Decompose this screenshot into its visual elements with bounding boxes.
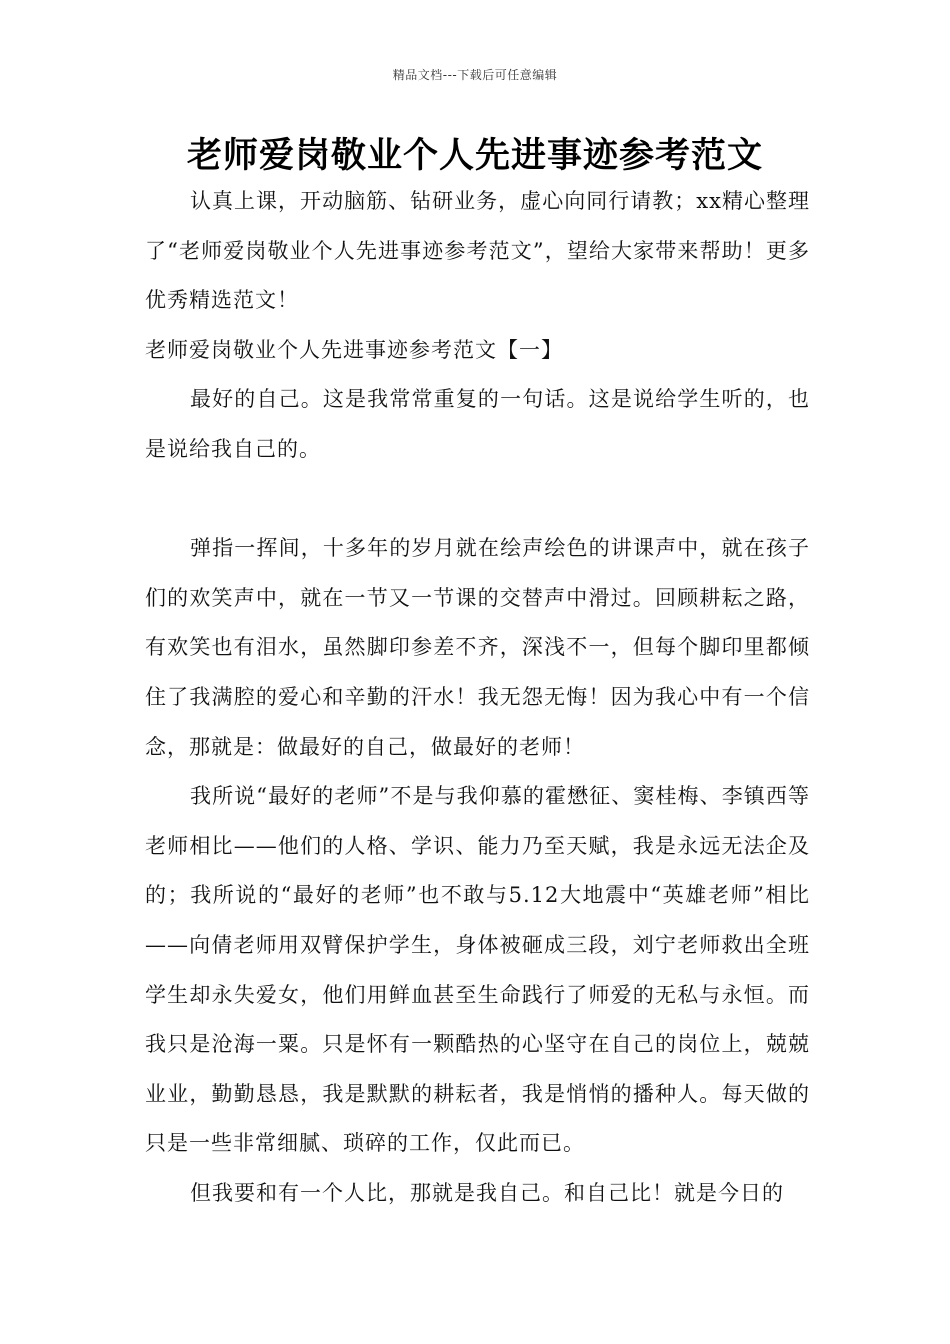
section-heading: 老师爱岗敬业个人先进事迹参考范文【一】 [145,337,563,362]
document-title: 老师爱岗敬业个人先进事迹参考范文 [186,136,763,176]
body-paragraph-1: 最好的自己。这是我常常重复的一句话。这是说给学生听的，也是说给我自己的。 [145,387,810,461]
body-paragraph-3: 我所说“最好的老师”不是与我仰慕的霍懋征、窦桂梅、李镇西等老师相比——他们的人格、学识、能力乃至天赋，我是永远无法企及的；我所说的“最好的老师”也不敢与5.12大地震中“英雄老师”相比——向倩老师用双臂保护学生，身体被砸成三段，刘宁老师救出全班学生却永失爱女，他们用鲜血甚至生命践行了师爱的无私与永恒。而我只是沧海一粟。只是怀有一颗酷热的心坚守在自己的岗位上，兢兢业业，勤勤恳恳，我是默默的耕耘者，我是悄悄的播种人。每天做的只是一些非常细腻、琐碎的工作，仅此而已。 [145,784,810,1156]
document-body [145,177,810,1218]
body-paragraph-2: 弹指一挥间，十多年的岁月就在绘声绘色的讲课声中，就在孩子们的欢笑声中，就在一节又一节课的交替声中滑过。回顾耕耘之路，有欢笑也有泪水，虽然脚印参差不齐，深浅不一，但每个脚印里都倾住了我满腔的爱心和辛勤的汗水！我无怨无悔！因为我心中有一个信念，那就是：做最好的自己，做最好的老师！ [145,536,810,759]
intro-paragraph: 认真上课，开动脑筋、钻研业务，虚心向同行请教；xx精心整理了“老师爱岗敬业个人先进事迹参考范文”，望给大家带来帮助！更多优秀精选范文！ [145,189,810,313]
paragraph-gap [145,475,810,525]
body-paragraph-4: 但我要和有一个人比，那就是我自己。和自己比！就是今日的 [190,1180,784,1205]
header-note: 精品文档---下载后可任意编辑 [392,68,558,82]
